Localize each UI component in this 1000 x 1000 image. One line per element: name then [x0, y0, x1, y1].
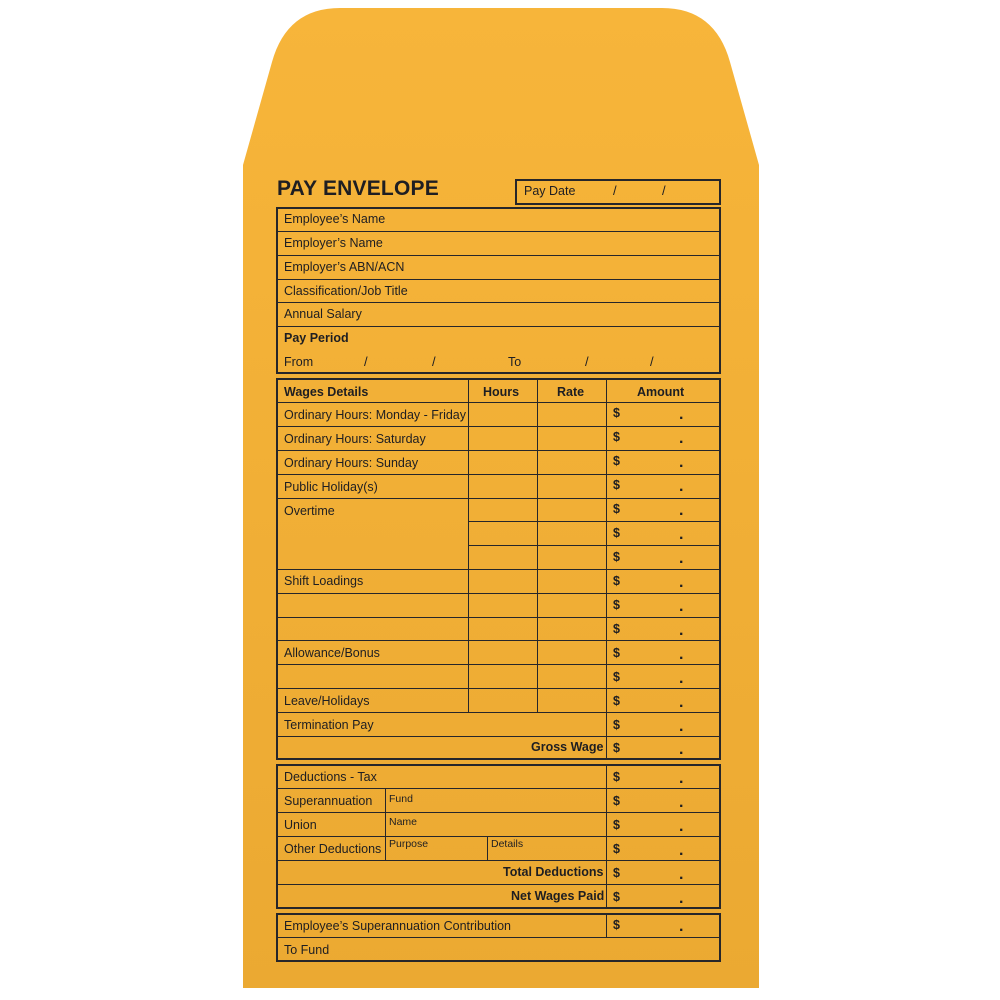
employee-name-field[interactable]: Employee’s Name: [284, 212, 386, 226]
decimal-point: .: [679, 794, 684, 811]
fund-field[interactable]: Fund: [389, 793, 413, 805]
currency-symbol: $: [613, 502, 620, 516]
hours-header: Hours: [483, 385, 520, 399]
to-fund-field[interactable]: To Fund: [284, 943, 330, 957]
date-sep: /: [585, 354, 589, 369]
currency-symbol: $: [613, 818, 620, 832]
decimal-point: .: [679, 574, 684, 591]
ordinary-weekday-row: Ordinary Hours: Monday - Friday: [284, 408, 467, 422]
decimal-point: .: [679, 622, 684, 639]
currency-symbol: $: [613, 550, 620, 564]
currency-symbol: $: [613, 890, 620, 904]
overtime-row: Overtime: [284, 504, 335, 518]
currency-symbol: $: [613, 622, 620, 636]
currency-symbol: $: [613, 406, 620, 420]
currency-symbol: $: [613, 794, 620, 808]
decimal-point: .: [679, 502, 684, 519]
decimal-point: .: [679, 478, 684, 495]
allowance-bonus-row: Allowance/Bonus: [284, 646, 380, 660]
superannuation-row: Superannuation: [284, 794, 373, 808]
decimal-point: .: [679, 670, 684, 687]
currency-symbol: $: [613, 430, 620, 444]
decimal-point: .: [679, 406, 684, 423]
public-holidays-row: Public Holiday(s): [284, 480, 378, 494]
date-sep: /: [650, 354, 654, 369]
job-title-field[interactable]: Classification/Job Title: [284, 284, 408, 298]
amount-header: Amount: [637, 385, 685, 399]
decimal-point: .: [679, 718, 684, 735]
pay-date-sep: /: [662, 183, 666, 198]
super-contribution-row: Employee’s Superannuation Contribution: [284, 919, 512, 933]
employer-name-field[interactable]: Employer’s Name: [284, 236, 383, 250]
page-title: PAY ENVELOPE: [277, 177, 439, 200]
union-row: Union: [284, 818, 317, 832]
currency-symbol: $: [613, 770, 620, 784]
pay-period-label: Pay Period: [284, 331, 349, 345]
currency-symbol: $: [613, 918, 620, 932]
currency-symbol: $: [613, 526, 620, 540]
pay-period-to[interactable]: To: [508, 355, 522, 369]
ordinary-sunday-row: Ordinary Hours: Sunday: [284, 456, 419, 470]
deductions-tax-row: Deductions - Tax: [284, 770, 377, 784]
date-sep: /: [432, 354, 436, 369]
currency-symbol: $: [613, 646, 620, 660]
currency-symbol: $: [613, 598, 620, 612]
decimal-point: .: [679, 694, 684, 711]
currency-symbol: $: [613, 842, 620, 856]
decimal-point: .: [679, 550, 684, 567]
rate-header: Rate: [557, 385, 585, 399]
decimal-point: .: [679, 770, 684, 787]
currency-symbol: $: [613, 574, 620, 588]
currency-symbol: $: [613, 866, 620, 880]
decimal-point: .: [679, 430, 684, 447]
currency-symbol: $: [613, 670, 620, 684]
currency-symbol: $: [613, 478, 620, 492]
shift-loadings-row: Shift Loadings: [284, 574, 364, 588]
termination-pay-row: Termination Pay: [284, 718, 374, 732]
net-wages-row: Net Wages Paid: [511, 889, 605, 903]
pay-date-sep: /: [613, 183, 617, 198]
decimal-point: .: [679, 842, 684, 859]
decimal-point: .: [679, 598, 684, 615]
wages-details-header: Wages Details: [284, 385, 369, 399]
employer-abn-field[interactable]: Employer’s ABN/ACN: [284, 260, 405, 274]
purpose-field[interactable]: Purpose: [389, 838, 429, 850]
currency-symbol: $: [613, 718, 620, 732]
decimal-point: .: [679, 741, 684, 758]
currency-symbol: $: [613, 454, 620, 468]
total-deductions-row: Total Deductions: [503, 865, 604, 879]
currency-symbol: $: [613, 741, 620, 755]
decimal-point: .: [679, 918, 684, 935]
currency-symbol: $: [613, 694, 620, 708]
decimal-point: .: [679, 646, 684, 663]
annual-salary-field[interactable]: Annual Salary: [284, 307, 362, 321]
details-field[interactable]: Details: [491, 838, 524, 850]
pay-date-label: Pay Date: [524, 184, 576, 198]
ordinary-saturday-row: Ordinary Hours: Saturday: [284, 432, 426, 446]
decimal-point: .: [679, 818, 684, 835]
decimal-point: .: [679, 454, 684, 471]
leave-holidays-row: Leave/Holidays: [284, 694, 370, 708]
gross-wage-row: Gross Wage: [531, 740, 604, 754]
pay-period-from[interactable]: From: [284, 355, 314, 369]
decimal-point: .: [679, 890, 684, 907]
decimal-point: .: [679, 526, 684, 543]
decimal-point: .: [679, 866, 684, 883]
union-name-field[interactable]: Name: [389, 816, 418, 828]
other-deductions-row: Other Deductions: [284, 842, 382, 856]
date-sep: /: [364, 354, 368, 369]
